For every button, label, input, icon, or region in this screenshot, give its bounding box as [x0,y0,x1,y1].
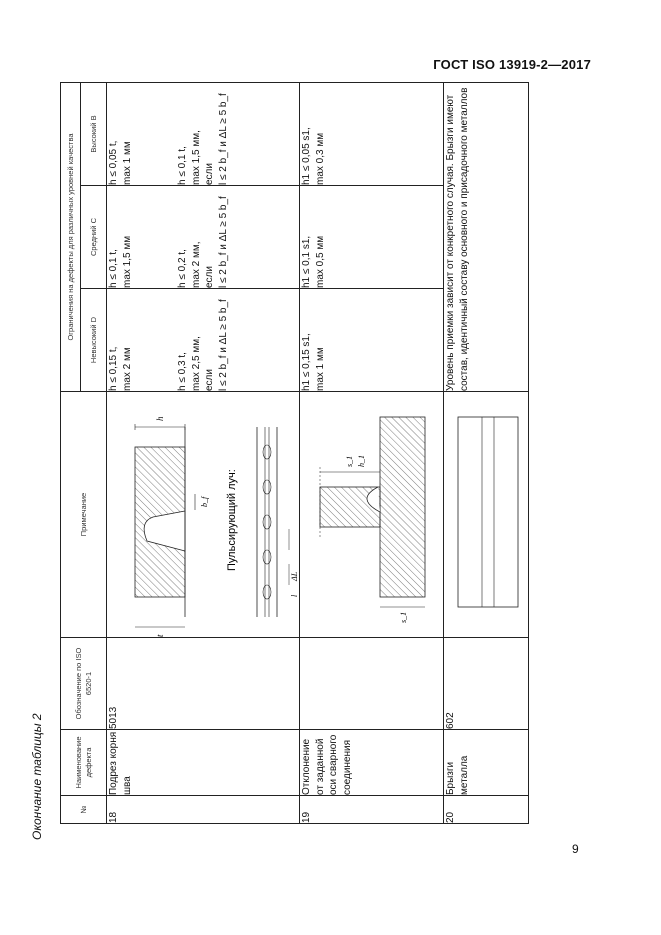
note-cell [300,392,444,638]
col-header-level-c: Средний C [81,186,107,289]
limit-line: max 1,5 мм, [190,130,202,185]
limit-line: если [204,369,215,391]
pulsed-beam-caption: Пульсирующий луч: [226,469,238,571]
limit-line: h ≤ 0,15 t, [108,346,119,391]
col-header-num: № [61,796,107,824]
limit-line: h ≤ 0,1 t, [108,249,119,288]
page-number: 9 [572,842,579,856]
limit-line: если [204,266,215,288]
limit-line: h ≤ 0,05 t, [108,140,119,185]
row-num: 19 [300,796,444,824]
note-cell [444,392,529,638]
pulse-marks [263,445,271,599]
label-t: t [155,634,165,637]
limit-line: если [204,163,215,185]
label-dl: ΔL [290,571,299,581]
limit-line: h ≤ 0,1 t, [177,146,188,185]
col-header-name: Наименование дефекта [61,730,107,796]
spatter-diagram [444,391,528,637]
defect-name: Брызги металла [444,730,529,796]
limit-line: h1 ≤ 0,05 s1, [301,127,312,185]
col-header-limits: Ограничения на дефекты для различных уровней качества [61,83,81,392]
limit-line: h1 ≤ 0,1 s1, [301,235,312,288]
level-b-cell [107,83,300,186]
row-num: 20 [444,796,529,824]
limit-line: max 2,5 мм, [190,336,202,391]
limit-line: max 2 мм, [190,241,202,288]
limit-line: l ≤ 2 b_f и ΔL ≥ 5 b_f [217,93,229,185]
label-s1-plate: s_1 [399,611,408,623]
document-header: ГОСТ ISO 13919-2—2017 [433,57,591,72]
table-row [300,83,444,824]
defect-designation: 5013 [107,638,300,730]
defect-designation: 602 [444,638,529,730]
limit-line: max 0,3 мм [314,132,326,185]
table-row [444,83,529,824]
limit-line: max 1 мм [314,347,326,391]
root-undercut-diagram [107,391,299,637]
defect-name: Подрез корня шва [107,730,300,796]
level-b-cell [300,83,444,186]
label-h: h [155,416,165,421]
row-num: 18 [107,796,300,824]
label-h1: h_1 [357,455,366,467]
limit-line: max 2 мм [121,347,133,391]
limit-line: l ≤ 2 b_f и ΔL ≥ 5 b_f [217,196,229,288]
limit-line: h1 ≤ 0,15 s1, [301,333,312,391]
continuation-label: Окончание таблицы 2 [30,713,44,840]
defect-designation [300,638,444,730]
col-header-level-d: Невысокий D [81,289,107,392]
limit-line: l ≤ 2 b_f и ΔL ≥ 5 b_f [217,299,229,391]
col-header-note: Примечание [61,392,107,638]
level-c-cell [300,186,444,289]
note-cell [107,392,300,638]
table-row [107,83,300,824]
col-header-designation: Обозначение по ISO 6520-1 [61,638,107,730]
level-d-cell [300,289,444,392]
col-header-level-b: Высокий B [81,83,107,186]
limit-line: max 1,5 мм [121,235,133,288]
label-s1: s_1 [345,455,354,467]
label-l: l [290,594,299,597]
spatter-note: Уровень приемки зависит от конкретного случая. Брызги имеют состав, идентичный составу основного и присадочного металлов [444,83,529,392]
level-c-cell [107,186,300,289]
limit-line: max 1 мм [121,141,133,185]
limit-line: max 0,5 мм [314,235,326,288]
limit-line: h ≤ 0,3 t, [177,352,188,391]
axis-deviation-diagram [300,391,443,637]
level-d-cell [107,289,300,392]
defect-name: Отклонение от заданной оси сварного соединения [300,730,444,796]
label-bf: b_f [200,496,209,507]
limit-line: h ≤ 0,2 t, [177,249,188,288]
defects-table [60,82,529,824]
